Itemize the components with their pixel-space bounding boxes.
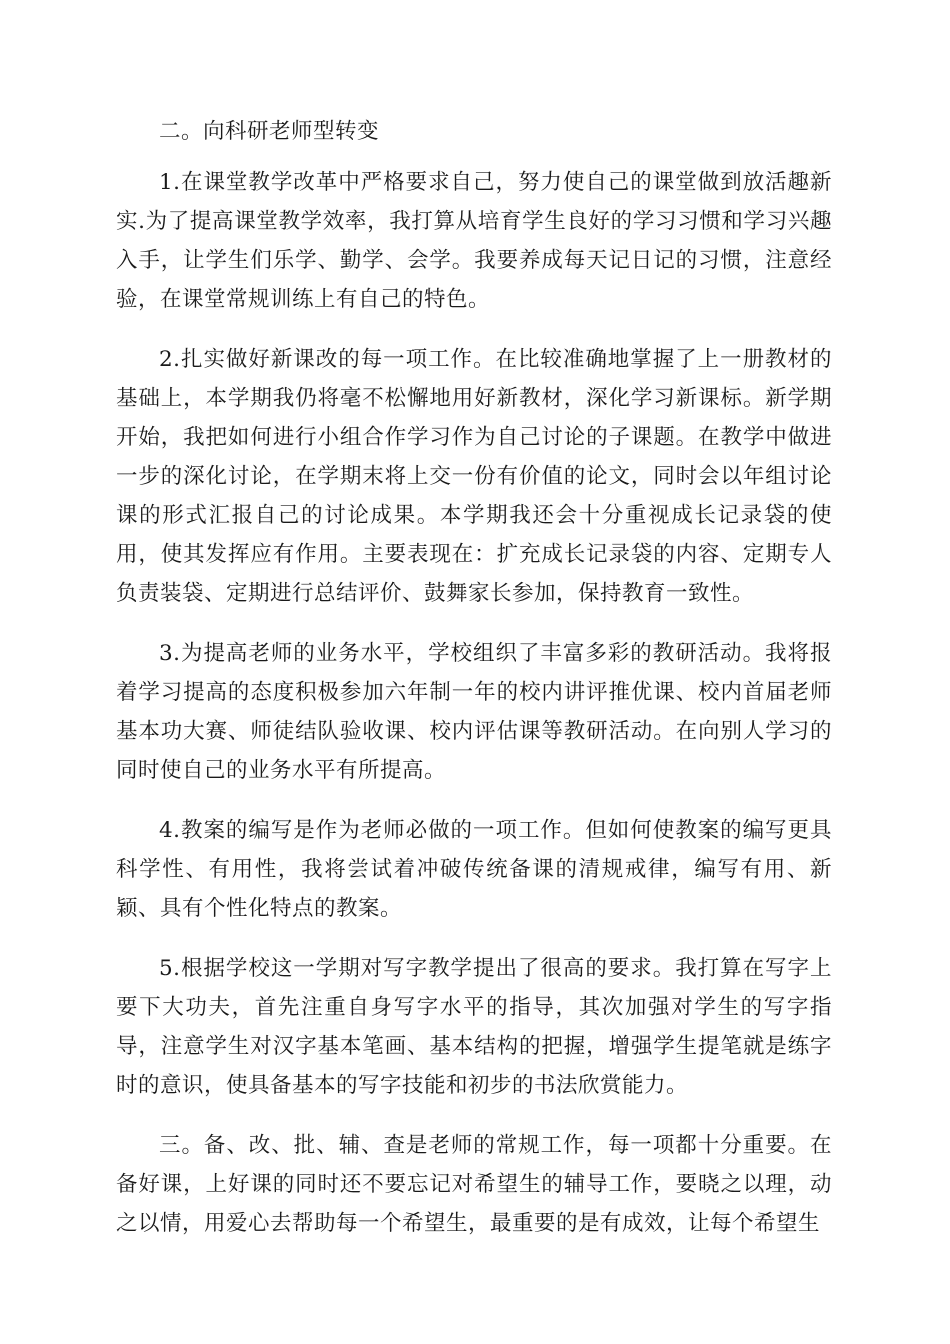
section-heading: 二。向科研老师型转变 xyxy=(159,119,380,144)
paragraph-2: 2.扎实做好新课改的每一项工作。在比较准确地掌握了上一册教材的基础上，本学期我仍将毫不松懈地用好新教材，深化学习新课标。新学期开始，我把如何进行小组合作学习作为自己讨论的子课题。在教学中做进一步的深化讨论，在学期末将上交一份有价值的论文，同时会以年组讨论课的形式汇报自己的讨论成果。本学期我还会十分重视成长记录袋的使用，使其发挥应有作用。主要表现在：扩充成长记录袋的内容、定期专人负责装袋、定期进行总结评价、鼓舞家长参加，保持教育一致性。 xyxy=(116,347,832,606)
paragraph-3: 3.为提高老师的业务水平，学校组织了丰富多彩的教研活动。我将报着学习提高的态度积极参加六年制一年的校内讲评推优课、校内首届老师基本功大赛、师徒结队验收课、校内评估课等教研活动。在向别人学习的同时使自己的业务水平有所提高。 xyxy=(116,641,832,783)
paragraph-4: 4.教案的编写是作为老师必做的一项工作。但如何使教案的编写更具科学性、有用性，我将尝试着冲破传统备课的清规戒律，编写有用、新颖、具有个性化特点的教案。 xyxy=(116,818,832,921)
paragraph-5: 5.根据学校这一学期对写字教学提出了很高的要求。我打算在写字上要下大功夫，首先注重自身写字水平的指导，其次加强对学生的写字指导，注意学生对汉字基本笔画、基本结构的把握，增强学生提笔就是练字时的意识，使具备基本的写字技能和初步的书法欣赏能力。 xyxy=(116,956,832,1098)
paragraph-6: 三。备、改、批、辅、查是老师的常规工作，每一项都十分重要。在备好课，上好课的同时还不要忘记对希望生的辅导工作，要晓之以理，动之以情，用爱心去帮助每一个希望生，最重要的是有成效，让每个希望生 xyxy=(116,1133,832,1236)
paragraph-1: 1.在课堂教学改革中严格要求自己，努力使自己的课堂做到放活趣新实.为了提高课堂教学效率，我打算从培育学生良好的学习习惯和学习兴趣入手，让学生们乐学、勤学、会学。我要养成每天记日记的习惯，注意经验，在课堂常规训练上有自己的特色。 xyxy=(116,170,832,312)
document-page xyxy=(116,112,832,1264)
